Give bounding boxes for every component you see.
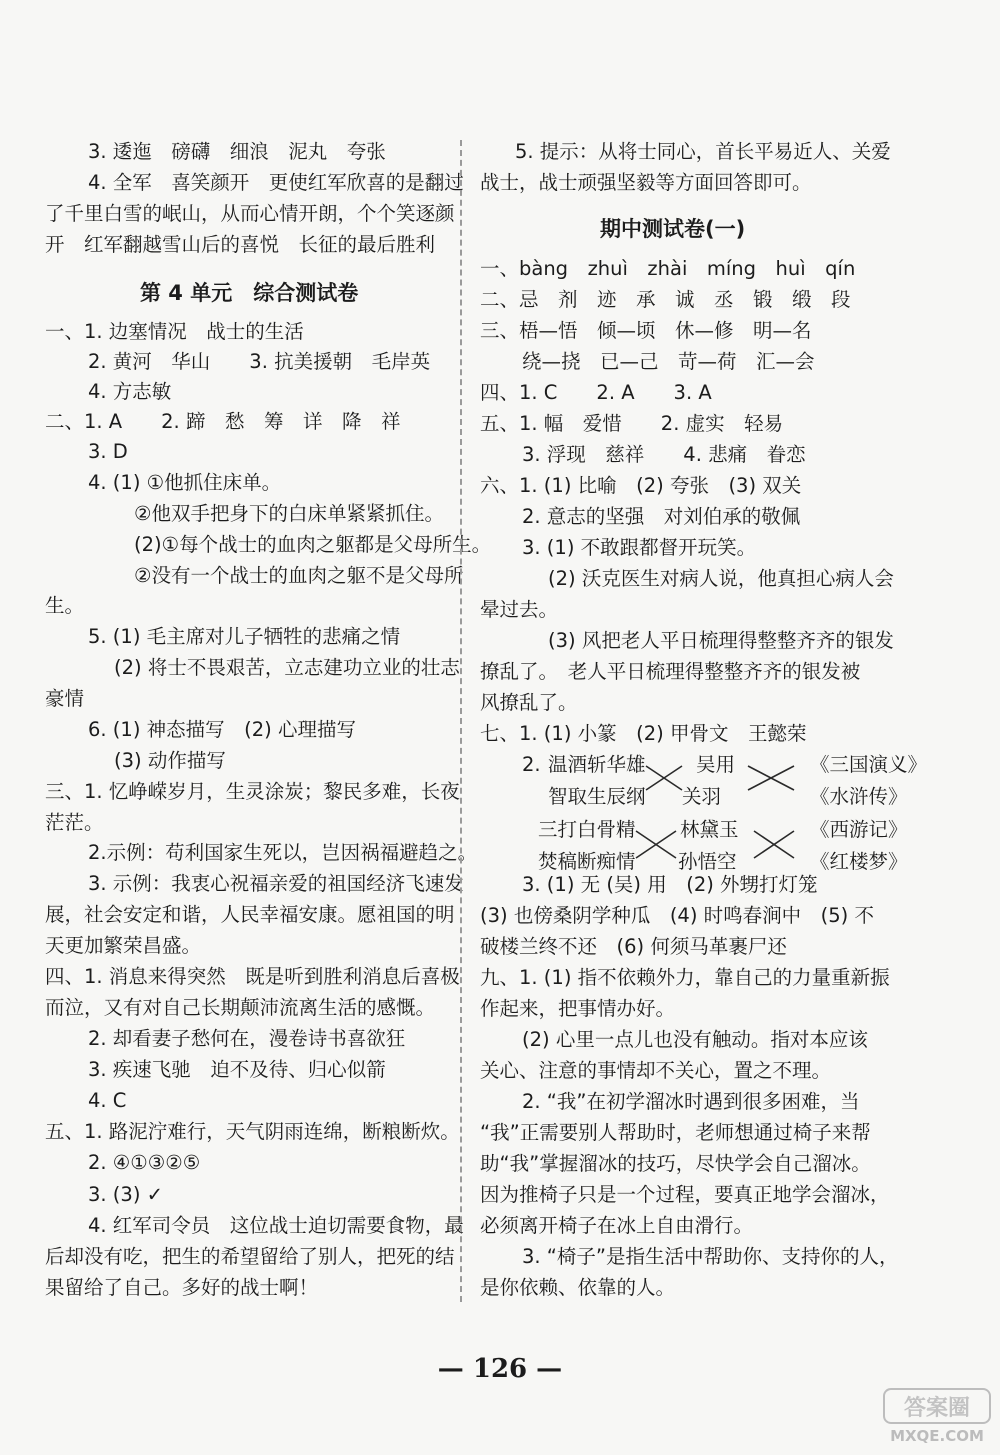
answer-line: (2)①每个战士的血肉之躯都是父母所生。 [134,533,492,556]
answer-line: 2. [522,753,541,776]
answer-line: 4. C [88,1089,127,1112]
answer-line: 作起来，把事情办好。 [480,997,676,1020]
answer-line: 晕过去。 [480,598,559,621]
answer-line: 战士，战士顽强坚毅等方面回答即可。 [480,171,812,194]
match-item-middle: 林黛玉 [680,818,739,841]
answer-line: 3. (1) 不敢跟都督开玩笑。 [522,536,757,559]
answer-line: 2.示例：苟利国家生死以，岂因祸福避趋之。 [88,841,478,864]
answer-line: 4. 全军 喜笑颜开 更使红军欣喜的是翻过 [88,171,464,194]
answer-line: (3) 也傍桑阴学种瓜 (4) 时鸣春涧中 (5) 不 [480,904,874,927]
answer-line: 5. (1) 毛主席对儿子牺牲的悲痛之情 [88,625,401,648]
answer-line: 关心、注意的事情却不关心，置之不理。 [480,1059,832,1082]
watermark-title: 答案圈 [903,1396,971,1421]
matching-lines [470,730,1000,880]
answer-line: 六、1. (1) 比喻 (2) 夸张 (3) 双关 [480,474,802,497]
answer-line: 生。 [45,594,85,617]
answer-line: (2) 将士不畏艰苦，立志建功立业的壮志 [114,656,460,679]
answer-line: 4. 方志敏 [88,380,172,403]
answer-line: (3) 动作描写 [114,749,226,772]
answer-line: 3. (3) ✓ [88,1183,163,1206]
match-item-left: 三打白骨精 [538,818,636,841]
answer-line: 天更加繁荣昌盛。 [45,934,202,957]
match-item-middle: 关羽 [682,785,722,808]
answer-line: 开 红军翻越雪山后的喜悦 长征的最后胜利 [45,233,436,256]
answer-line: 2. “我”在初学溜冰时遇到很多困难，当 [522,1090,860,1113]
answer-line: 三、梧—悟 倾—顷 休—修 明—名 [480,319,812,342]
answer-line: 2. 意志的坚强 对刘伯承的敬佩 [522,505,801,528]
answer-line: (2) 沃克医生对病人说，他真担心病人会 [548,567,894,590]
answer-line: 3. 逶迤 磅礴 细浪 泥丸 夸张 [88,140,386,163]
answer-line: 茫茫。 [45,811,104,834]
answer-line: 是你依赖、依靠的人。 [480,1276,676,1299]
answer-line: 果留给了自己。多好的战士啊！ [45,1276,319,1299]
answer-line: 四、1. C 2. A 3. A [480,381,712,404]
answer-line: 4. (1) ①他抓住床单。 [88,471,282,494]
answer-line: 因为推椅子只是一个过程，要真正地学会溜冰， [480,1183,890,1206]
answer-line: ②他双手把身下的白床单紧紧抓住。 [134,502,444,525]
answer-line: 5. 提示：从将士同心，首长平易近人、关爱 [515,140,891,163]
answer-line: 五、1. 幅 爱惜 2. 虚实 轻易 [480,412,784,435]
answer-line: 二、忌 剂 迹 承 诚 丞 锻 缎 段 [480,288,851,311]
answer-line: 而泣，又有对自己长期颠沛流离生活的感慨。 [45,996,436,1019]
match-item-right: 《西游记》 [810,818,908,841]
answer-line: 了千里白雪的岷山，从而心情开朗，个个笑逐颜 [45,202,455,225]
answer-line: (3) 风把老人平日梳理得整整齐齐的银发 [548,629,894,652]
section-heading: 第 4 单元 综合测试卷 [140,281,359,305]
answer-line: “我”正需要别人帮助时，老师想通过椅子来帮 [480,1121,871,1144]
watermark-url: MXQE.COM [890,1427,984,1445]
answer-line: 一、1. 边塞情况 战士的生活 [45,320,304,343]
answer-line: 豪情 [45,687,85,710]
answer-line: 一、bàng zhuì zhài míng huì qín [480,257,856,280]
answer-line: 3. “椅子”是指生活中帮助你、支持你的人， [522,1245,899,1268]
match-item-left: 智取生辰纲 [548,785,646,808]
page-number: — 126 — [437,1354,563,1384]
answer-line: (2) 心里一点儿也没有触动。指对本应该 [522,1028,868,1051]
answer-line: 七、1. (1) 小篆 (2) 甲骨文 王懿荣 [480,722,807,745]
match-item-middle: 孙悟空 [678,850,737,873]
answer-line: 后却没有吃，把生的希望留给了别人，把死的结 [45,1245,455,1268]
answer-line: 3. 疾速飞驰 迫不及待、归心似箭 [88,1058,386,1081]
answer-line: 3. 浮现 慈祥 4. 悲痛 眷恋 [522,443,806,466]
answer-line: 五、1. 路泥泞难行，天气阴雨连绵，断粮断炊。 [45,1120,460,1143]
answer-line: 2. ④①③②⑤ [88,1151,201,1174]
match-item-middle: 吴用 [696,753,736,776]
answer-line: ②没有一个战士的血肉之躯不是父母所 [134,564,464,587]
answer-line: 2. 黄河 华山 3. 抗美援朝 毛岸英 [88,350,431,373]
answer-line: 绕—挠 已—己 苛—荷 汇—会 [522,350,815,373]
answer-line: 展，社会安定和谐，人民幸福安康。愿祖国的明 [45,903,455,926]
answer-line: 二、1. A 2. 蹄 愁 筹 详 降 祥 [45,410,401,433]
answer-line: 4. 红军司令员 这位战士迫切需要食物，最 [88,1214,464,1237]
answer-line: 破楼兰终不还 (6) 何须马革裹尸还 [480,935,787,958]
column-divider [460,140,462,1302]
match-item-left: 温酒斩华雄 [548,753,646,776]
watermark-logo [882,1387,992,1445]
answer-line: 3. (1) 无 (吴) 用 (2) 外甥打灯笼 [522,873,818,896]
match-item-right: 《红楼梦》 [810,850,908,873]
match-item-right: 《水浒传》 [810,785,908,808]
answer-line: 必须离开椅子在冰上自由滑行。 [480,1214,754,1237]
answer-line: 撩乱了。 老人平日梳理得整整齐齐的银发被 [480,660,861,683]
match-item-right: 《三国演义》 [810,753,928,776]
answer-line: 风撩乱了。 [480,691,578,714]
answer-line: 2. 却看妻子愁何在，漫卷诗书喜欲狂 [88,1027,406,1050]
answer-line: 3. D [88,440,128,463]
answer-line: 3. 示例：我衷心祝福亲爱的祖国经济飞速发 [88,872,464,895]
answer-line: 6. (1) 神态描写 (2) 心理描写 [88,718,356,741]
answer-line: 助“我”掌握溜冰的技巧，尽快学会自己溜冰。 [480,1152,871,1175]
match-item-left: 焚稿断痴情 [538,850,636,873]
answer-line: 九、1. (1) 指不依赖外力，靠自己的力量重新振 [480,966,890,989]
answer-line: 三、1. 忆峥嵘岁月，生灵涂炭；黎民多难，长夜 [45,780,460,803]
section-heading: 期中测试卷(一) [600,217,746,241]
answer-line: 四、1. 消息来得突然 既是听到胜利消息后喜极 [45,965,460,988]
